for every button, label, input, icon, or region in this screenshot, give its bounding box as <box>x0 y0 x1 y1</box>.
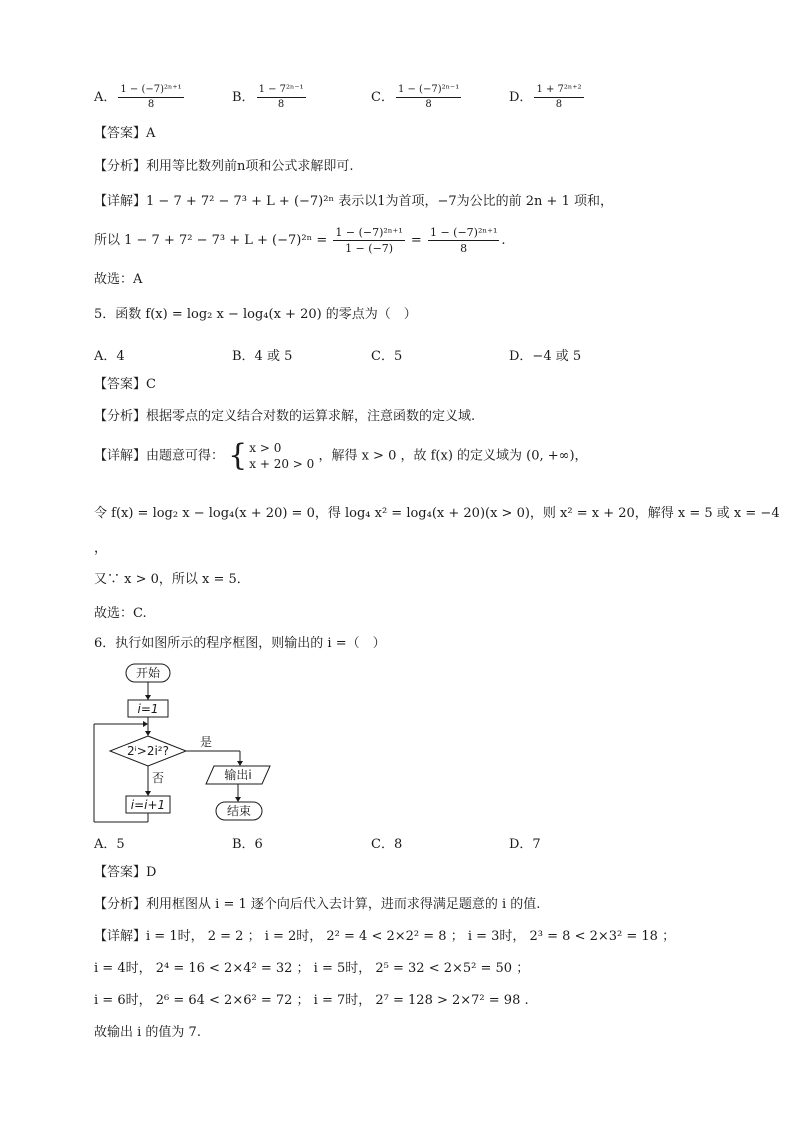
answer-tag: 【答案】 <box>94 126 147 141</box>
q5-option-b: B．4 或 5 <box>232 349 293 364</box>
analysis-text: 根据零点的定义结合对数的运算求解，注意函数的定义域. <box>146 409 476 424</box>
q5-detail-line-1 <box>94 440 588 472</box>
detail-tag: 【详解】 <box>94 194 147 209</box>
case-system: { x > 0 x + 20 > 0 <box>228 438 315 473</box>
answer-tag: 【答案】 <box>94 865 147 880</box>
flow-no-label: 否 <box>152 771 165 785</box>
answer-value: A <box>146 126 156 141</box>
fraction-denominator: 8 <box>460 242 468 255</box>
fraction-denominator: 1 − (−7) <box>345 242 394 255</box>
flow-end-label: 结束 <box>226 804 252 818</box>
q4-detail-line-1 <box>94 193 613 211</box>
q6-detail-line-3: i = 6时， 2⁶ = 64 < 2×6² = 72 ； i = 7时， 2⁷ = 128 > 2×7² = 98 . <box>94 993 529 1008</box>
q5-question: 5．函数 f(x) = log₂ x − log₄(x + 20) 的零点为（ ） <box>94 307 417 322</box>
arrow-down-icon <box>235 797 241 802</box>
q5-option-d: D．−4 或 5 <box>509 349 582 364</box>
fraction-denominator: 8 <box>555 99 563 110</box>
analysis-text: 利用等比数列前n项和公式求解即可. <box>146 159 354 174</box>
q5-detail-line-2-cont: ， <box>94 541 108 556</box>
arrow-down-icon <box>145 791 151 796</box>
fraction-denominator: 8 <box>425 99 432 110</box>
detail-text: 所以 1 − 7 + 7² − 7³ + L + (−7)²ⁿ = <box>94 233 328 248</box>
q4-analysis <box>94 158 354 176</box>
q6-option-d: D．7 <box>509 837 541 852</box>
flowchart <box>90 658 290 828</box>
q4-detail-line-2 <box>94 226 506 255</box>
option-letter: A． <box>94 90 117 105</box>
q4-choice: 故选：A <box>94 272 143 287</box>
answer-value: C <box>146 377 156 392</box>
detail-text: ，解得 x > 0 ，故 f(x) 的定义域为 (0, +∞)， <box>318 448 588 464</box>
q5-detail-line-3: 又∵ x > 0，所以 x = 5． <box>94 572 250 587</box>
fraction-numerator: 1 + 7²ⁿ⁺² <box>534 84 583 98</box>
q6-analysis <box>94 896 540 914</box>
q6-option-c: C．8 <box>371 837 403 852</box>
option-letter: D． <box>509 90 533 105</box>
flow-increment-label: i=i+1 <box>130 798 166 812</box>
q4-option-c <box>371 84 463 111</box>
analysis-tag: 【分析】 <box>94 897 147 912</box>
q5-analysis <box>94 408 475 426</box>
flow-start-label: 开始 <box>135 666 161 680</box>
detail-tag: 【详解】 <box>94 448 147 464</box>
q6-detail-line-1 <box>94 928 675 946</box>
q5-option-a: A．4 <box>94 349 125 364</box>
period: . <box>501 233 506 248</box>
q4-answer <box>94 125 155 143</box>
fraction-numerator: 1 − (−7)²ⁿ⁺¹ <box>429 226 498 239</box>
fraction-numerator: 1 − (−7)²ⁿ⁺¹ <box>118 84 183 98</box>
answer-value: D <box>146 865 157 880</box>
answer-tag: 【答案】 <box>94 377 147 392</box>
flow-init-label: i=1 <box>137 702 159 716</box>
q6-answer <box>94 864 156 882</box>
flow-decision-label: 2ⁱ>2i²? <box>127 744 169 758</box>
flow-output-label: 输出i <box>224 768 252 782</box>
q6-question: 6．执行如图所示的程序框图，则输出的 i =（ ） <box>94 636 386 651</box>
fraction-denominator: 8 <box>147 99 155 110</box>
equals-sign: = <box>410 233 422 248</box>
q5-detail-line-2: 令 f(x) = log₂ x − log₄(x + 20) = 0，得 log₄ x² = log₄(x + 20)(x > 0)，则 x² = x + 20，解得 x = 5 或 x = −4 <box>94 506 780 521</box>
arrow-right-icon <box>143 721 148 727</box>
fraction-numerator: 1 − 7²ⁿ⁻¹ <box>257 84 306 98</box>
flow-yes-label: 是 <box>200 735 213 749</box>
case-condition: x + 20 > 0 <box>249 457 315 471</box>
detail-text: i = 1时， 2 = 2 ； i = 2时， 2² = 4 < 2×2² = 8 ； i = 3时， 2³ = 8 < 2×3² = 18 ； <box>146 929 676 944</box>
arrow-down-icon <box>145 695 151 700</box>
analysis-tag: 【分析】 <box>94 159 147 174</box>
fraction-numerator: 1 − (−7)²ⁿ⁻¹ <box>396 84 461 98</box>
analysis-text: 利用框图从 i = 1 逐个向后代入去计算，进而求得满足题意的 i 的值. <box>146 897 541 912</box>
fraction-denominator: 8 <box>277 99 285 110</box>
analysis-tag: 【分析】 <box>94 409 147 424</box>
detail-text: 1 − 7 + 7² − 7³ + L + (−7)²ⁿ 表示以1为首项，−7为公比的前 2n + 1 项和， <box>146 194 613 209</box>
q6-detail-line-2: i = 4时， 2⁴ = 16 < 2×4² = 32 ； i = 5时， 2⁵ = 32 < 2×5² = 50 ； <box>94 961 530 976</box>
detail-text: 由题意可得： <box>146 448 225 464</box>
q5-option-c: C．5 <box>371 349 403 364</box>
fraction-numerator: 1 − (−7)²ⁿ⁺¹ <box>335 226 403 239</box>
q6-option-b: B．6 <box>232 837 263 852</box>
q6-option-a: A．5 <box>94 837 125 852</box>
q4-option-d <box>509 84 586 111</box>
arrow-down-icon <box>237 761 243 766</box>
q5-answer <box>94 376 156 394</box>
option-letter: C． <box>371 90 394 105</box>
detail-tag: 【详解】 <box>94 929 147 944</box>
q4-option-a <box>94 84 186 111</box>
arrow-down-icon <box>145 731 151 736</box>
q6-conclusion: 故输出 i 的值为 7. <box>94 1025 201 1040</box>
q4-option-b <box>232 84 308 111</box>
q5-choice: 故选：C. <box>94 606 147 621</box>
option-letter: B． <box>232 90 255 105</box>
case-condition: x > 0 <box>249 441 282 455</box>
